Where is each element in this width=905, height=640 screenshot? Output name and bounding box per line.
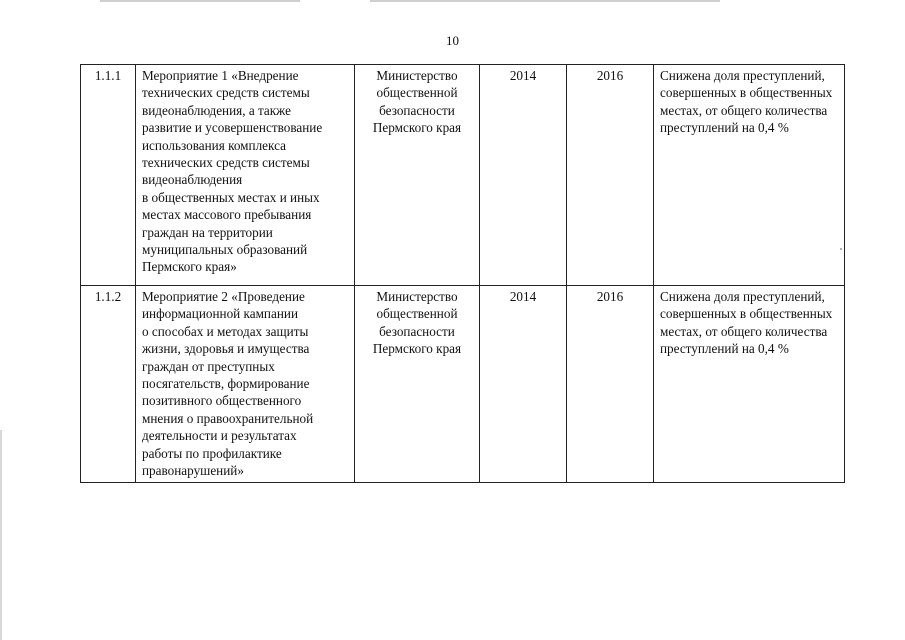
expected-result: Снижена доля преступлений, совершенных в общественных местах, от общего количества преступлений на 0,4 % (654, 65, 845, 286)
measure-name: Мероприятие 1 «Внедрение технических средств системы видеонаблюдения, а также развитие и усовершенствование использования комплекса технических средств системы видеонаблюдения в общественных местах и иных местах массового пребывания граждан на территории муниципальных образований Пермского края» (136, 65, 355, 286)
responsible-organization: Министерство общественной безопасности Пермского края (355, 65, 480, 286)
scan-artifact-left-edge (0, 430, 2, 640)
measures-table (80, 64, 845, 483)
start-year: 2014 (480, 65, 567, 286)
measure-name: Мероприятие 2 «Проведение информационной кампании о способах и методах защиты жизни, здоровья и имущества граждан от преступных посягательств, формирование позитивного общественного мнения о правоохранительной деятельности и результатах работы по профилактике правонарушений» (136, 286, 355, 483)
expected-result: Снижена доля преступлений, совершенных в общественных местах, от общего количества преступлений на 0,4 % (654, 286, 845, 483)
end-year: 2016 (567, 286, 654, 483)
row-number: 1.1.2 (81, 286, 136, 483)
start-year: 2014 (480, 286, 567, 483)
table-row (81, 286, 845, 483)
scan-artifact-top-right (370, 0, 720, 2)
scan-artifact-top-left (100, 0, 300, 2)
row-number: 1.1.1 (81, 65, 136, 286)
end-year: 2016 (567, 65, 654, 286)
table-row (81, 65, 845, 286)
responsible-organization: Министерство общественной безопасности Пермского края (355, 286, 480, 483)
page-number: 10 (446, 33, 459, 48)
